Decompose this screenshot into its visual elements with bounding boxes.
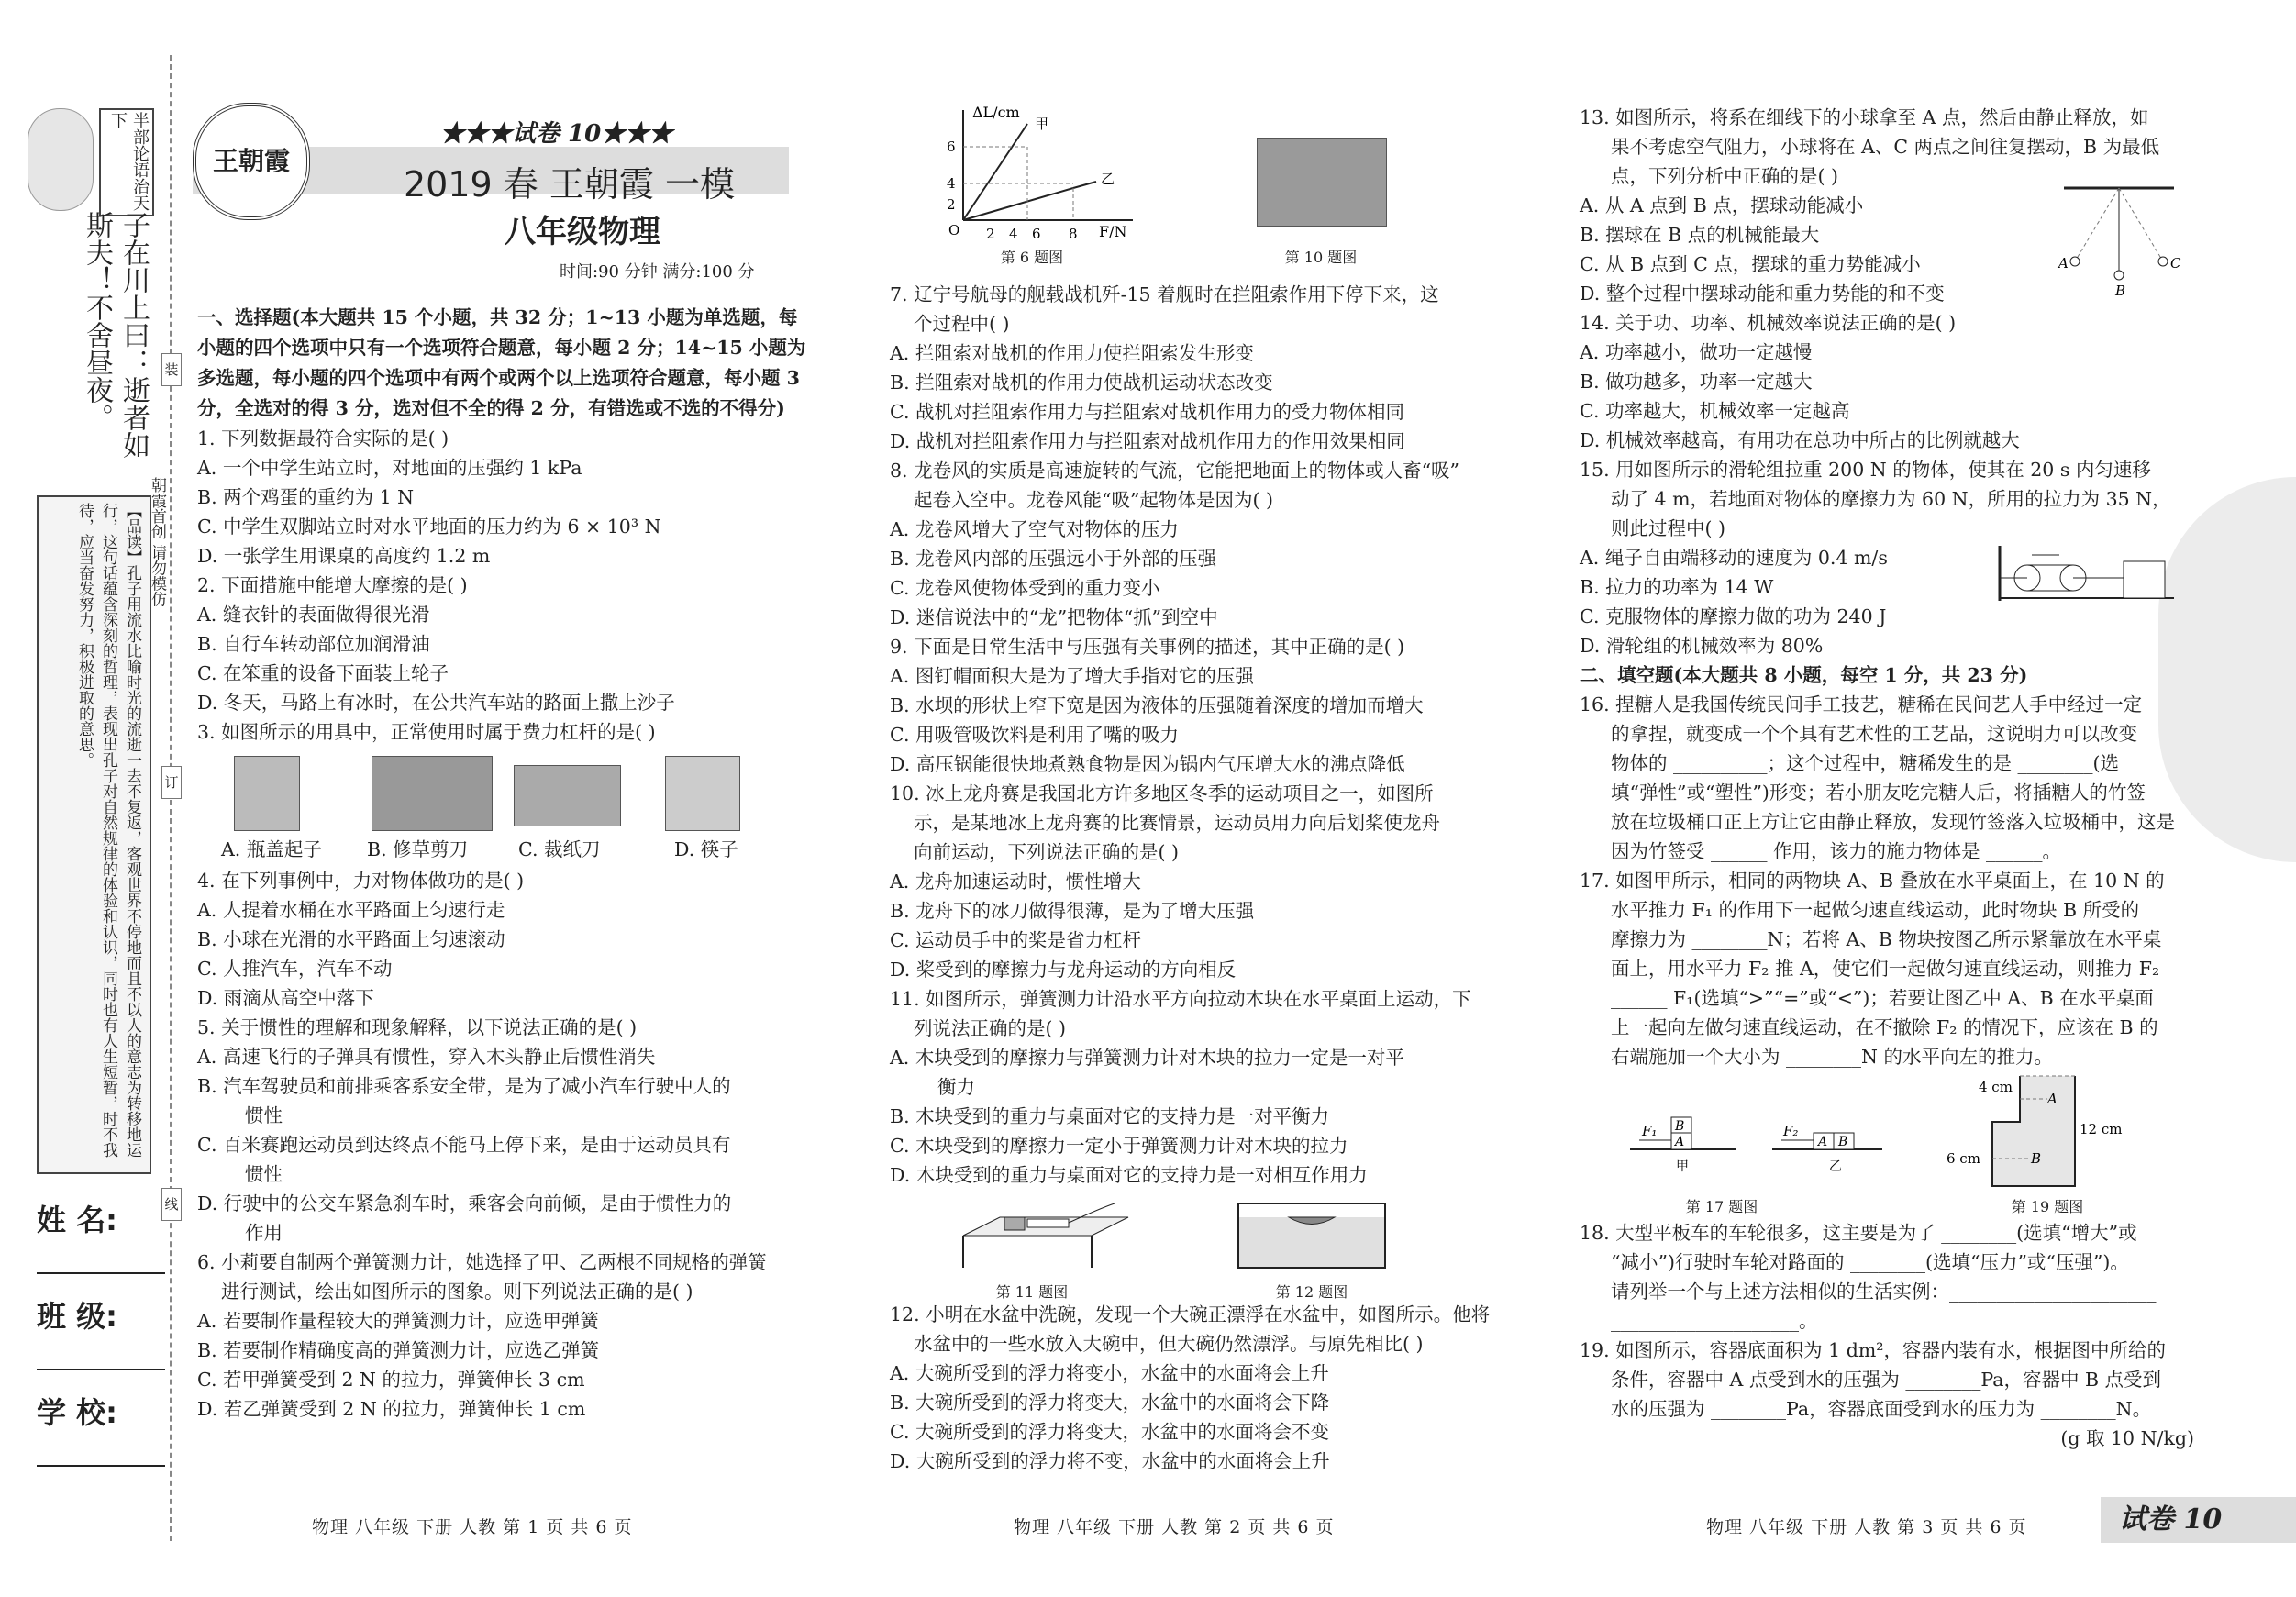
fig6-xlabel: F/N [1099, 223, 1127, 240]
q16: 16. 捏糖人是我国传统民间手工技艺，糖稀在民间艺人手中经过一定 [1580, 693, 2143, 715]
fig17-blocks [1625, 1099, 1901, 1181]
column-2 [890, 280, 1523, 1476]
q17-cont-2[interactable]: 摩擦力为 ________N；若将 A、B 物块按图乙所示紧靠放在水平桌 [1611, 928, 2162, 950]
q7-cont: 个过程中( ) [914, 313, 1010, 335]
q5-opt-d-cont: 作用 [245, 1222, 283, 1244]
q16-cont-2[interactable]: 物体的 __________；这个过程中，糖稀发生的是 ________(选 [1611, 752, 2120, 774]
q17-cont-3: 面上，用水平力 F₂ 推 A，使它们一起做匀速直线运动，则推力 F₂ [1611, 958, 2160, 980]
corner-tag: 试卷 10 [2101, 1497, 2296, 1543]
f17-f1: F₁ [1642, 1123, 1658, 1139]
fig6-caption: 第 6 题图 [1000, 249, 1064, 266]
q14: 14. 关于功、功率、机械效率说法正确的是( ) [1580, 312, 1957, 334]
q5-opt-b[interactable]: B. 汽车驾驶员和前排乘客系安全带，是为了减小汽车行驶中人的 [197, 1075, 731, 1097]
q6-opt-c[interactable]: C. 若甲弹簧受到 2 N 的拉力，弹簧伸长 3 cm [197, 1369, 585, 1391]
q15-cont-1: 动了 4 m，若地面对物体的摩擦力为 60 N，所用的拉力为 35 N， [1611, 488, 2171, 510]
q7-opt-c[interactable]: C. 战机对拦阻索作用力与拦阻索对战机作用力的受力物体相同 [890, 401, 1404, 423]
quote-text: 子在川上曰：逝者如斯夫！不舍昼夜。 [81, 211, 150, 459]
footer-page-2: 物理 八年级 下册 人教 第 2 页 共 6 页 [1014, 1517, 1335, 1537]
q17-cont-1: 水平推力 F₁ 的作用下一起做匀速直线运动，此时物块 B 所受的 [1611, 899, 2140, 921]
q19-cont-1[interactable]: 条件，容器中 A 点受到水的压强为 ________Pa，容器中 B 点受到 [1611, 1369, 2162, 1391]
q12-opt-b[interactable]: B. 大碗所受到的浮力将变大，水盆中的水面将会下降 [890, 1392, 1330, 1414]
cut-mark-1: 装 [161, 353, 182, 386]
column-1 [197, 303, 807, 1424]
q10-opt-c[interactable]: C. 运动员手中的桨是省力杠杆 [890, 929, 1141, 951]
fig11-caption: 第 11 题图 [995, 1283, 1069, 1301]
fig19-container [1947, 1071, 2130, 1195]
q2-opt-a[interactable]: A. 缝衣针的表面做得很光滑 [197, 604, 430, 626]
q16-cont-3: 填“弹性”或“塑性”)形变；若小朋友吃完糖人后，将插糖人的竹签 [1611, 782, 2146, 804]
f19-a: A [2047, 1091, 2058, 1107]
q1-opt-a[interactable]: A. 一个中学生站立时，对地面的压强约 1 kPa [197, 457, 582, 479]
q5-opt-b-cont: 惯性 [245, 1104, 283, 1126]
side-note: 朝霞首创 请勿模仿 [148, 477, 166, 607]
exam-badge: ★★★试卷 10★★★ [440, 120, 673, 148]
q12-opt-c[interactable]: C. 大碗所受到的浮力将变大，水盆中的水面将会不变 [890, 1421, 1329, 1443]
fig6-yi-label: 乙 [1101, 171, 1115, 187]
q1-opt-b[interactable]: B. 两个鸡蛋的重约为 1 N [197, 486, 415, 508]
q7-opt-d[interactable]: D. 战机对拦阻索作用力与拦阻索对战机作用力的作用效果相同 [890, 430, 1405, 452]
fig11-spring-scale [954, 1199, 1137, 1272]
q17-cont-6[interactable]: 右端施加一个大小为 ________N 的水平向左的推力。 [1611, 1046, 2053, 1068]
q16-cont-5[interactable]: 因为竹签受 ______ 作用，该力的施力物体是 ______。 [1611, 840, 2062, 862]
pend-label-b: B [2115, 283, 2126, 298]
q12: 12. 小明在水盆中洗碗，发现一个大碗正漂浮在水盆中，如图所示。他将 [890, 1303, 1491, 1325]
q2-opt-d[interactable]: D. 冬天，马路上有冰时，在公共汽车站的路面上撒上沙子 [197, 692, 675, 714]
q3-figures [197, 747, 807, 866]
q9-opt-b[interactable]: B. 水坝的形状上窄下宽是因为液体的压强随着深度的增加而增大 [890, 694, 1424, 716]
q7-opt-b[interactable]: B. 拦阻索对战机的作用力使战机运动状态改变 [890, 372, 1273, 394]
q13-opt-a[interactable]: A. 从 A 点到 B 点，摆球动能减小 [1580, 194, 1864, 216]
q8-opt-d[interactable]: D. 迷信说法中的“龙”把物体“抓”到空中 [890, 606, 1218, 628]
q8: 8. 龙卷风的实质是高速旋转的气流，它能把地面上的物体或人畜“吸” [890, 460, 1460, 482]
q5: 5. 关于惯性的理解和现象解释，以下说法正确的是( ) [197, 1016, 638, 1038]
q6-opt-b[interactable]: B. 若要制作精确度高的弹簧测力计，应选乙弹簧 [197, 1339, 600, 1361]
f19-12cm: 12 cm [2080, 1121, 2123, 1137]
q13-cont-2: 点，下列分析中正确的是( ) [1611, 165, 1839, 187]
q5-opt-c[interactable]: C. 百米赛跑运动员到达终点不能马上停下来，是由于运动员具有 [197, 1134, 731, 1156]
fig6-graph [936, 101, 1147, 248]
logo: 王朝霞 [193, 103, 310, 220]
exam-subtitle: 八年级物理 [505, 214, 660, 250]
reading-note: 【品读】孔子用流水比喻时光的流逝一去不复返，客观世界不停地而且不以人的意志为转移地运行，这句话蕴含深刻的哲理，表现出孔子对自然规律的体验和认识，同时也有人生短暂，时不我待，应当奋发努力，积极进取的意思。 [37, 495, 151, 1174]
q3-opt-c[interactable]: C. 裁纸刀 [518, 838, 601, 860]
q9-opt-c[interactable]: C. 用吸管吸饮料是利用了嘴的吸力 [890, 724, 1179, 746]
f17-yi-b: B [1838, 1135, 1848, 1149]
q2-opt-c[interactable]: C. 在笨重的设备下面装上轮子 [197, 662, 449, 684]
q18-cont-3[interactable]: ____________________。 [1611, 1310, 1818, 1332]
q1: 1. 下列数据最符合实际的是( ) [197, 427, 449, 449]
q3-opt-b[interactable]: B. 修草剪刀 [367, 838, 469, 860]
q18-cont-2[interactable]: 请列举一个与上述方法相似的生活实例：______________________ [1611, 1281, 2157, 1303]
fig12-caption: 第 12 题图 [1275, 1283, 1348, 1301]
q1-opt-d[interactable]: D. 一张学生用课桌的高度约 1.2 m [197, 545, 491, 567]
fig6-xtick-4: 4 [1009, 226, 1018, 242]
fig10-caption: 第 10 题图 [1284, 249, 1358, 266]
time-info: 时间:90 分钟 满分:100 分 [560, 262, 755, 282]
q5-opt-d[interactable]: D. 行驶中的公交车紧急刹车时，乘客会向前倾，是由于惯性力的 [197, 1192, 732, 1214]
q12-cont: 水盆中的一些水放入大碗中，但大碗仍然漂浮。与原先相比( ) [914, 1333, 1424, 1355]
name-line[interactable] [37, 1270, 165, 1274]
q11-q12-figures [890, 1190, 1523, 1300]
bottle-opener-image [234, 756, 300, 831]
q18-cont-1[interactable]: “减小”)行驶时车轮对路面的 ________(选填“压力”或“压强”)。 [1611, 1251, 2129, 1273]
chopsticks-image [665, 756, 740, 831]
f17-yi: 乙 [1829, 1159, 1842, 1174]
section-2-heading: 二、填空题(本大题共 8 小题，每空 1 分，共 23 分) [1580, 664, 2028, 686]
q4: 4. 在下列事例中，力对物体做功的是( ) [197, 870, 525, 892]
fig6-xtick-8: 8 [1069, 226, 1078, 242]
q10-opt-b[interactable]: B. 龙舟下的冰刀做得很薄，是为了增大压强 [890, 900, 1255, 922]
q8-opt-a[interactable]: A. 龙卷风增大了空气对物体的压力 [890, 518, 1179, 540]
school-label: 学 校: [37, 1395, 117, 1430]
q3-opt-d[interactable]: D. 筷子 [674, 838, 738, 860]
q10: 10. 冰上龙舟赛是我国北方许多地区冬季的运动项目之一，如图所 [890, 782, 1434, 804]
q15-opt-b[interactable]: B. 拉力的功率为 14 W [1580, 576, 1774, 598]
q8-opt-c[interactable]: C. 龙卷风使物体受到的重力变小 [890, 577, 1160, 599]
q2: 2. 下面措施中能增大摩擦的是( ) [197, 574, 468, 596]
paper-cutter-image [514, 765, 621, 826]
q11-opt-d[interactable]: D. 木块受到的重力与桌面对它的支持力是一对相互作用力 [890, 1164, 1368, 1186]
q11-cont: 列说法正确的是( ) [914, 1017, 1067, 1039]
sage-title: 半部论语治天下 [99, 108, 154, 216]
f17-jia-a: A [1675, 1135, 1685, 1149]
q9-opt-d[interactable]: D. 高压锅能很快地煮熟食物是因为锅内气压增大水的沸点降低 [890, 753, 1405, 775]
q14-opt-b[interactable]: B. 做功越多，功率一定越大 [1580, 371, 1813, 393]
q10-cont-1: 示，是某地冰上龙舟赛的比赛情景，运动员用力向后划桨使龙舟 [914, 812, 1440, 834]
q7-opt-a[interactable]: A. 拦阻索对战机的作用力使拦阻索发生形变 [890, 342, 1254, 364]
f17-yi-a: A [1818, 1135, 1828, 1149]
q12-opt-a[interactable]: A. 大碗所受到的浮力将变小，水盆中的水面将会上升 [890, 1362, 1329, 1384]
q1-opt-c[interactable]: C. 中学生双脚站立时对水平地面的压力约为 6 × 10³ N [197, 516, 661, 538]
q13-opt-b[interactable]: B. 摆球在 B 点的机械能最大 [1580, 224, 1820, 246]
section-1-heading: 一、选择题(本大题共 15 个小题，共 32 分；1~13 小题为单选题，每小题的四个选项中只有一个选项符合题意，每小题 2 分；14~15 小题为多选题，每小题的四个选项中有两个或两个以上选项符合题意，每小题 3 分，全选对的得 3 分，选对但不全的得 2 分，有错选或不选的不得分) [197, 306, 806, 419]
f19-b: B [2031, 1150, 2042, 1167]
f17-jia-b: B [1675, 1119, 1685, 1134]
q15-cont-2: 则此过程中( ) [1611, 517, 1726, 539]
q19: 19. 如图所示，容器底面积为 1 dm²，容器内装有水，根据图中所给的 [1580, 1339, 2166, 1361]
q15: 15. 用如图所示的滑轮组拉重 200 N 的物体，使其在 20 s 内匀速移 [1580, 459, 2151, 481]
q17-q19-figures [1580, 1071, 2194, 1218]
pend-label-c: C [2170, 255, 2181, 272]
fig17-caption: 第 17 题图 [1685, 1198, 1758, 1215]
f19-6cm: 6 cm [1947, 1150, 1980, 1167]
exam-title: 2019 春 王朝霞 一模 [404, 164, 735, 205]
q17-cont-4[interactable]: ______ F₁(选填“>”“=”或“<”)；若要让图乙中 A、B 在水平桌面 [1611, 987, 2154, 1009]
q5-opt-c-cont: 惯性 [245, 1163, 283, 1185]
q14-opt-c[interactable]: C. 功率越大，机械效率一定越高 [1580, 400, 1850, 422]
fig6-ylabel: ΔL/cm [972, 104, 1020, 121]
q8-cont: 起卷入空中。龙卷风能“吸”起物体是因为( ) [914, 489, 1273, 511]
q9: 9. 下面是日常生活中与压强有关事例的描述，其中正确的是( ) [890, 636, 1405, 658]
q10-opt-d[interactable]: D. 桨受到的摩擦力与龙舟运动的方向相反 [890, 959, 1237, 981]
class-label: 班 级: [37, 1299, 117, 1334]
q17-cont-5: 上一起向左做匀速直线运动，在不撤除 F₂ 的情况下，应该在 B 的 [1611, 1016, 2158, 1038]
q15-opt-d[interactable]: D. 滑轮组的机械效率为 80% [1580, 635, 1824, 657]
q13-opt-d[interactable]: D. 整个过程中摆球动能和重力势能的和不变 [1580, 283, 1945, 305]
q10-cont-2: 向前运动，下列说法正确的是( ) [914, 841, 1180, 863]
fig12-bowl-basin [1229, 1199, 1394, 1272]
footer-page-1: 物理 八年级 下册 人教 第 1 页 共 6 页 [312, 1517, 633, 1537]
q12-opt-d[interactable]: D. 大碗所受到的浮力将不变，水盆中的水面将会上升 [890, 1450, 1330, 1472]
q9-opt-a[interactable]: A. 图钉帽面积大是为了增大手指对它的压强 [890, 665, 1254, 687]
q4-opt-b[interactable]: B. 小球在光滑的水平路面上匀速滚动 [197, 928, 505, 950]
q11-opt-c[interactable]: C. 木块受到的摩擦力一定小于弹簧测力计对木块的拉力 [890, 1135, 1348, 1157]
binding-margin [0, 0, 174, 1597]
name-label: 姓 名: [37, 1203, 117, 1237]
q11-opt-b[interactable]: B. 木块受到的重力与桌面对它的支持力是一对平衡力 [890, 1105, 1330, 1127]
pend-label-a: A [2058, 255, 2069, 272]
q5-opt-a[interactable]: A. 高速飞行的子弹具有惯性，穿入木头静止后惯性消失 [197, 1046, 656, 1068]
q18[interactable]: 18. 大型平板车的车轮很多，这主要是为了 ________(选填“增大”或 [1580, 1222, 2137, 1244]
q4-opt-a[interactable]: A. 人提着水桶在水平路面上匀速行走 [197, 899, 505, 921]
f17-jia: 甲 [1676, 1159, 1689, 1174]
fig6-xtick-6: 6 [1032, 226, 1041, 242]
q19-cont-2[interactable]: 水的压强为 ________Pa，容器底面受到水的压力为 ________N。 [1611, 1398, 2152, 1420]
q11-opt-a-cont: 衡力 [937, 1076, 975, 1098]
fig6-xtick-2: 2 [986, 226, 995, 242]
q6: 6. 小莉要自制两个弹簧测力计，她选择了甲、乙两根不同规格的弹簧 [197, 1251, 767, 1273]
q14-opt-a[interactable]: A. 功率越小，做功一定越慢 [1580, 341, 1813, 363]
grass-shears-image [372, 756, 493, 831]
q4-opt-d[interactable]: D. 雨滴从高空中落下 [197, 987, 374, 1009]
f17-f2: F₂ [1783, 1123, 1799, 1139]
fig6-ytick-2: 2 [947, 196, 956, 213]
q6-opt-d[interactable]: D. 若乙弹簧受到 2 N 的拉力，弹簧伸长 1 cm [197, 1398, 586, 1420]
dragon-boat-image [1257, 138, 1387, 227]
q13: 13. 如图所示，将系在细线下的小球拿至 A 点，然后由静止释放，如 [1580, 106, 2149, 128]
q14-opt-d[interactable]: D. 机械效率越高，有用功在总功中所占的比例就越大 [1580, 429, 2020, 451]
fig6-ytick-6: 6 [947, 139, 956, 155]
q11-opt-a[interactable]: A. 木块受到的摩擦力与弹簧测力计对木块的拉力一定是一对平 [890, 1047, 1404, 1069]
fig19-caption: 第 19 题图 [2011, 1198, 2084, 1215]
q6-cont: 进行测试，绘出如图所示的图象。则下列说法正确的是( ) [221, 1281, 693, 1303]
q19-note: (g 取 10 N/kg) [2060, 1427, 2194, 1449]
q7: 7. 辽宁号航母的舰载战机歼-15 着舰时在拦阻索作用下停下来，这 [890, 283, 1439, 305]
q15-opt-a[interactable]: A. 绳子自由端移动的速度为 0.4 m/s [1580, 547, 1888, 569]
q3: 3. 如图所示的用具中，正常使用时属于费力杠杆的是( ) [197, 721, 656, 743]
q11: 11. 如图所示，弹簧测力计沿水平方向拉动木块在水平桌面上运动，下 [890, 988, 1471, 1010]
q4-opt-c[interactable]: C. 人推汽车，汽车不动 [197, 958, 393, 980]
q2-opt-b[interactable]: B. 自行车转动部位加润滑油 [197, 633, 430, 655]
fig6-ytick-4: 4 [947, 175, 956, 192]
footer-page-3: 物理 八年级 下册 人教 第 3 页 共 6 页 [1706, 1517, 2027, 1537]
q15-opt-c[interactable]: C. 克服物体的摩擦力做的功为 240 J [1580, 605, 1887, 627]
fig6-origin: O [948, 222, 960, 238]
q16-cont-4: 放在垃圾桶口正上方让它由静止释放，发现竹签落入垃圾桶中，这是 [1611, 811, 2175, 833]
q6-opt-a[interactable]: A. 若要制作量程较大的弹簧测力计，应选甲弹簧 [197, 1310, 599, 1332]
q10-opt-a[interactable]: A. 龙舟加速运动时，惯性增大 [890, 871, 1141, 893]
class-line[interactable] [37, 1367, 165, 1370]
q13-opt-c[interactable]: C. 从 B 点到 C 点，摆球的重力势能减小 [1580, 253, 1921, 275]
cut-mark-2: 订 [161, 766, 182, 799]
f19-4cm: 4 cm [1979, 1079, 2013, 1095]
q8-opt-b[interactable]: B. 龙卷风内部的压强远小于外部的压强 [890, 548, 1217, 570]
q3-opt-a[interactable]: A. 瓶盖起子 [221, 838, 322, 860]
sage-illustration [28, 108, 94, 211]
cut-mark-3: 线 [161, 1188, 182, 1221]
q13-cont-1: 果不考虑空气阻力，小球将在 A、C 两点之间往复摆动，B 为最低 [1611, 136, 2160, 158]
q17: 17. 如图甲所示，相同的两物块 A、B 叠放在水平桌面上，在 10 N 的 [1580, 870, 2165, 892]
school-line[interactable] [37, 1463, 165, 1467]
q16-cont-1: 的拿捏，就变成一个个具有艺术性的工艺品，这说明力可以改变 [1611, 723, 2137, 745]
column-3 [1580, 103, 2194, 1453]
fig6-jia-label: 甲 [1035, 116, 1049, 132]
